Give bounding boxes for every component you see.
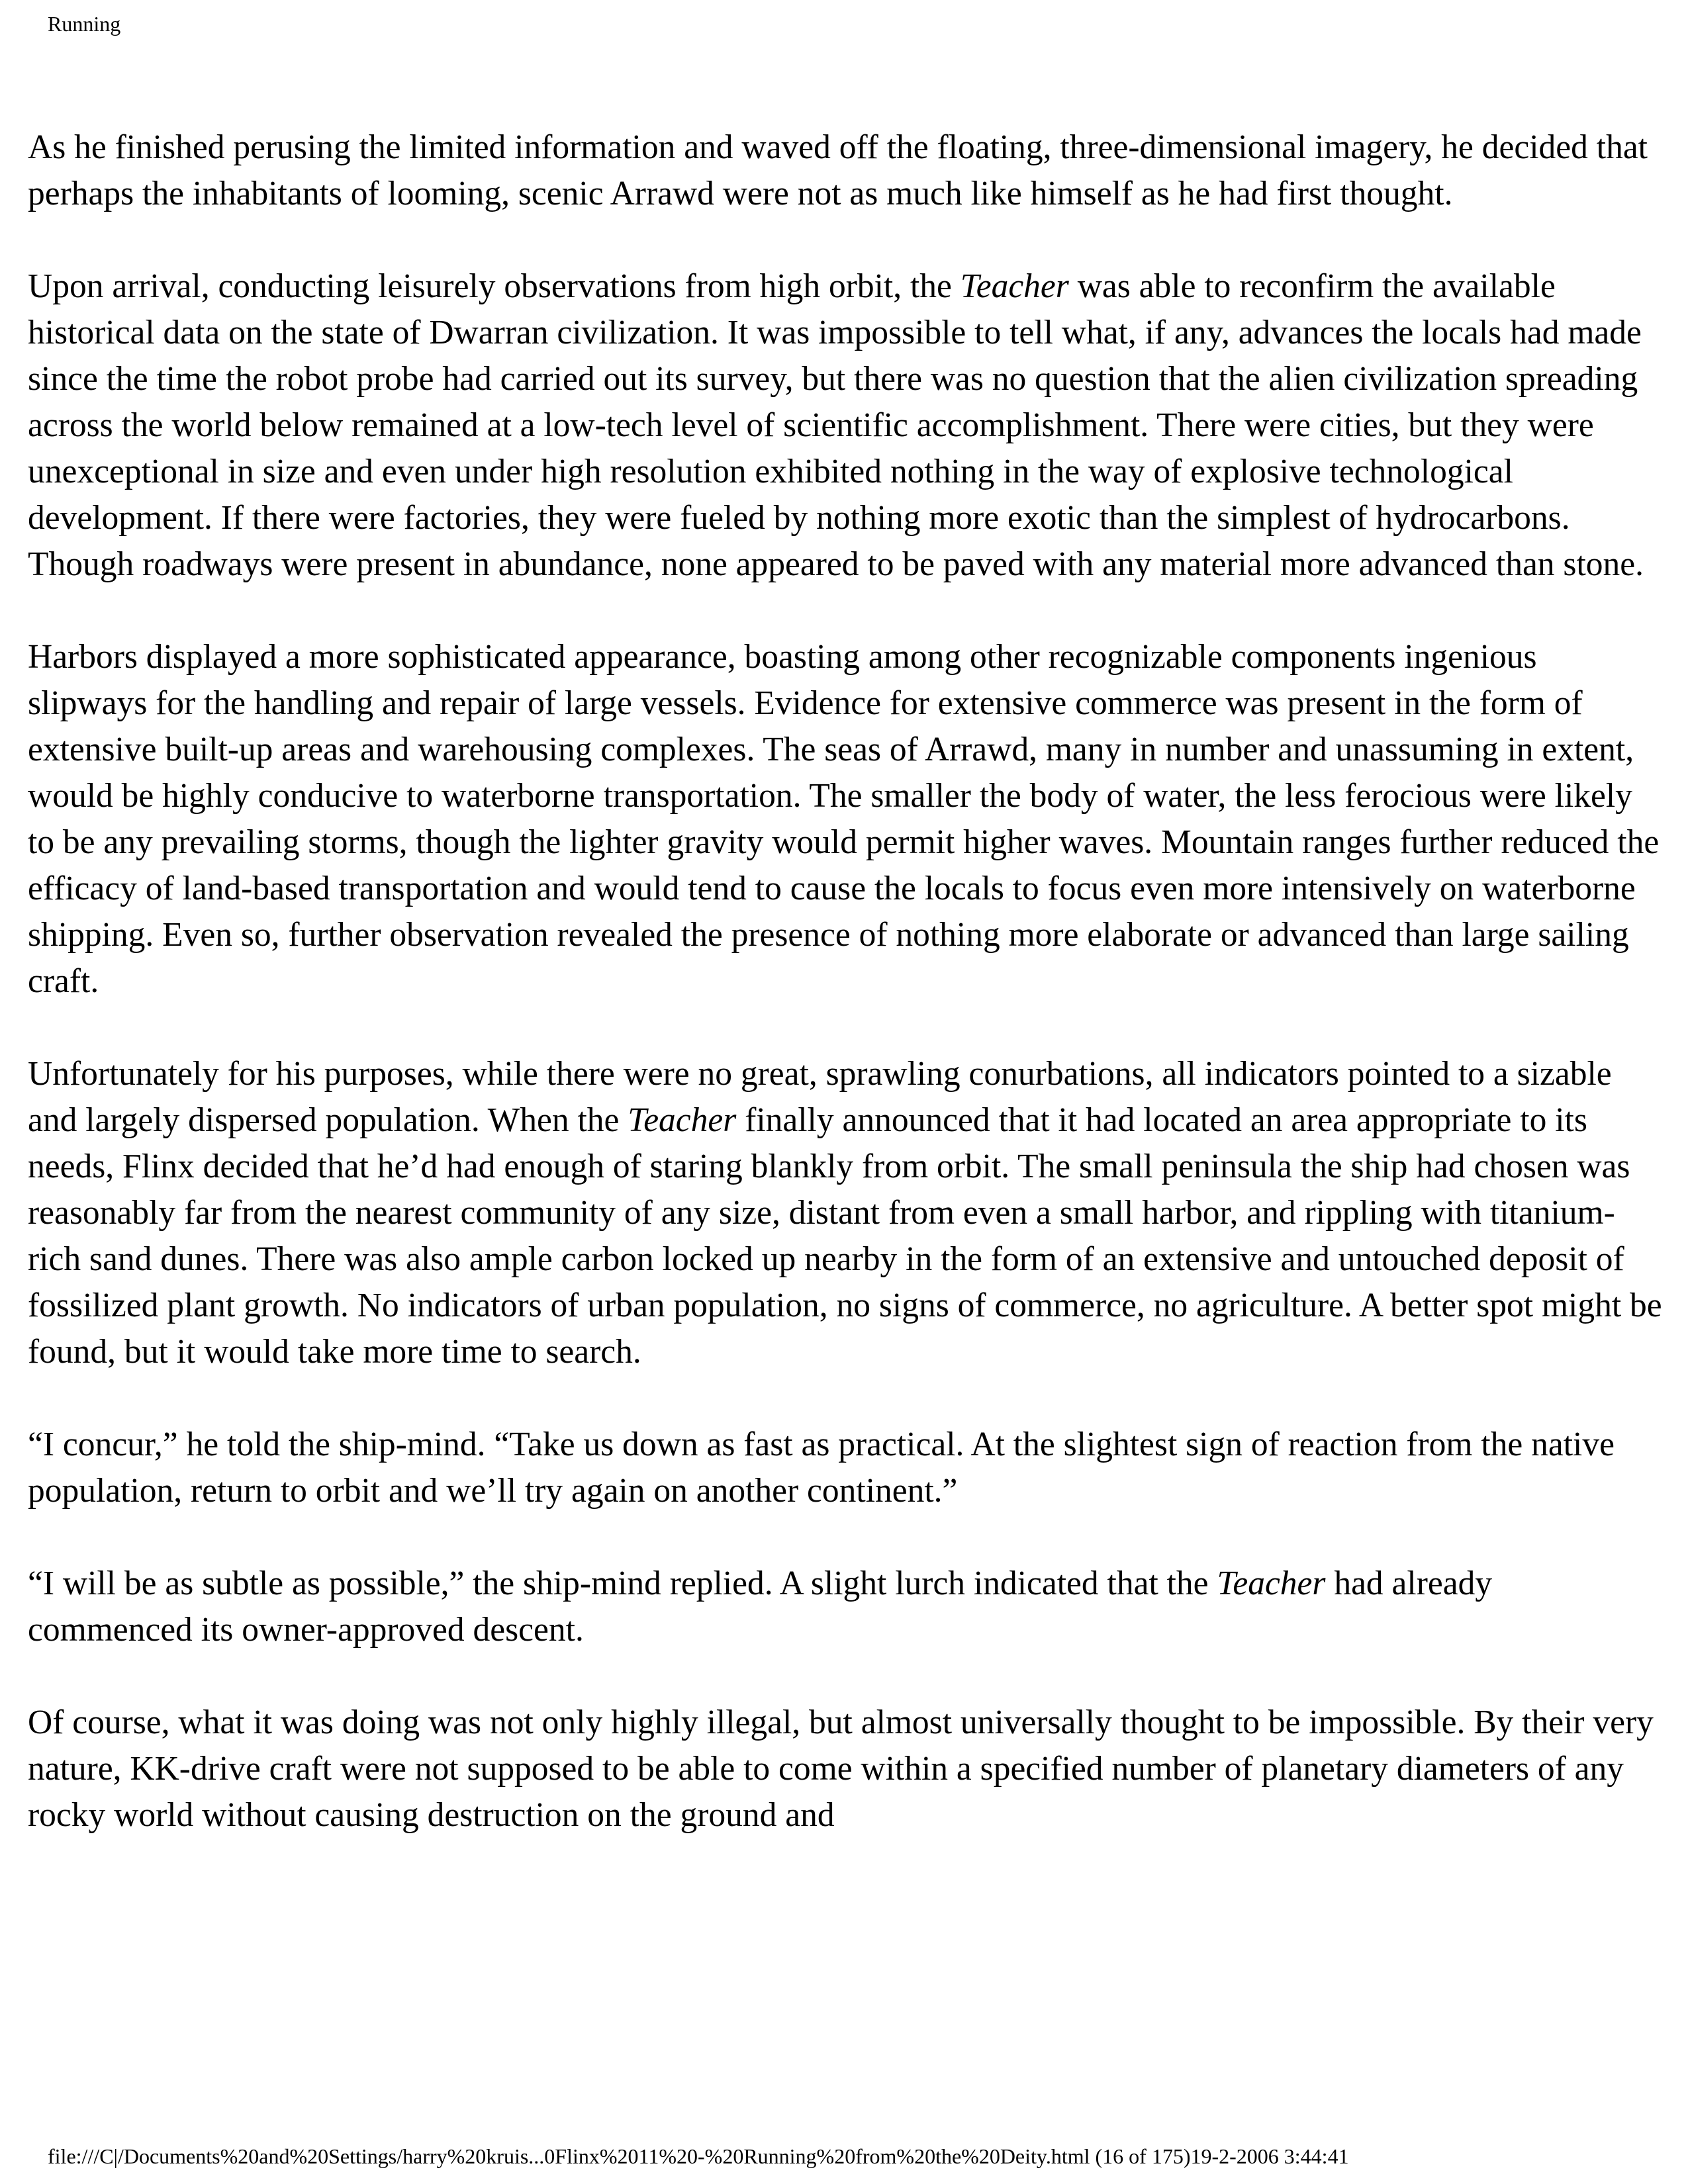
paragraph-text: Harbors displayed a more sophisticated appearance, boasting among other recognizable components ingenious slipways for the handling and repair of large vessels. Evidence for extensive commerce was present in the form of extensive built-up areas and warehousing complexes. The seas of Arrawd, many in number and unassuming in extent, would be highly conducive to waterborne transportation. The smaller the body of water, the less ferocious were likely to be any prevailing storms, though the lighter gravity would permit higher waves. Mountain ranges further reduced the efficacy of land-based transportation and would tend to cause the locals to focus even more intensively on waterborne shipping. Even so, further observation revealed the presence of nothing more elaborate or advanced than large sailing craft. bbox=[28, 638, 1660, 1000]
paragraph-text: “I will be as subtle as possible,” the ship-mind replied. A slight lurch indicated that the bbox=[28, 1565, 1217, 1602]
paragraph-text: “I concur,” he told the ship-mind. “Take us down as fast as practical. At the slightest sign of reaction from the native population, return to orbit and we’ll try again on another continent.” bbox=[28, 1426, 1615, 1510]
ship-name-italic: Teacher bbox=[628, 1101, 737, 1139]
paragraph-7 bbox=[28, 1700, 1663, 1839]
paragraph-6 bbox=[28, 1561, 1663, 1653]
paragraph-5 bbox=[28, 1422, 1663, 1514]
ship-name-italic: Teacher bbox=[960, 267, 1069, 305]
document-body bbox=[28, 124, 1663, 1839]
paragraph-text: finally announced that it had located an area appropriate to its needs, Flinx decided that he’d had enough of staring blankly from orbit. The small peninsula the ship had chosen was reasonably far from the nearest community of any size, distant from even a small harbor, and rippling with titanium-rich sand dunes. There was also ample carbon locked up nearby in the form of an extensive and untouched deposit of fossilized plant growth. No indicators of urban population, no signs of commerce, no agriculture. A better spot might be found, but it would take more time to search. bbox=[28, 1101, 1662, 1371]
paragraph-1 bbox=[28, 124, 1663, 217]
paragraph-text: had already commenced its owner-approved descent. bbox=[28, 1565, 1493, 1649]
paragraph-text: Unfortunately for his purposes, while there were no great, sprawling conurbations, all indicators pointed to a sizable and largely dispersed population. When the bbox=[28, 1055, 1612, 1139]
paragraph-text: Of course, what it was doing was not only highly illegal, but almost universally thought to be impossible. By their very nature, KK-drive craft were not supposed to be able to come within a specified number of planetary diameters of any rocky world without causing destruction on the ground and bbox=[28, 1704, 1654, 1834]
ship-name-italic: Teacher bbox=[1217, 1565, 1326, 1602]
page-footer-file-path: file:///C|/Documents%20and%20Settings/harry%20kruis...0Flinx%2011%20-%20Running%20from%20the%20Deity.html (16 of 175)19-2-2006 3:44:41 bbox=[48, 2144, 1349, 2168]
paragraph-2 bbox=[28, 263, 1663, 588]
paragraph-text: was able to reconfirm the available historical data on the state of Dwarran civilization. It was impossible to tell what, if any, advances the locals had made since the time the robot probe had carried out its survey, but there was no question that the alien civilization spreading across the world below remained at a low-tech level of scientific accomplishment. There were cities, but they were unexceptional in size and even under high resolution exhibited nothing in the way of explosive technological development. If there were factories, they were fueled by nothing more exotic than the simplest of hydrocarbons. Though roadways were present in abundance, none appeared to be paved with any material more advanced than stone. bbox=[28, 267, 1644, 583]
page-header-title: Running bbox=[48, 12, 121, 36]
paragraph-text: Upon arrival, conducting leisurely observations from high orbit, the bbox=[28, 267, 961, 305]
paragraph-text: As he finished perusing the limited information and waved off the floating, three-dimensional imagery, he decided that perhaps the inhabitants of looming, scenic Arrawd were not as much like himself as he had first thought. bbox=[28, 128, 1648, 212]
paragraph-4 bbox=[28, 1051, 1663, 1375]
paragraph-3 bbox=[28, 634, 1663, 1005]
